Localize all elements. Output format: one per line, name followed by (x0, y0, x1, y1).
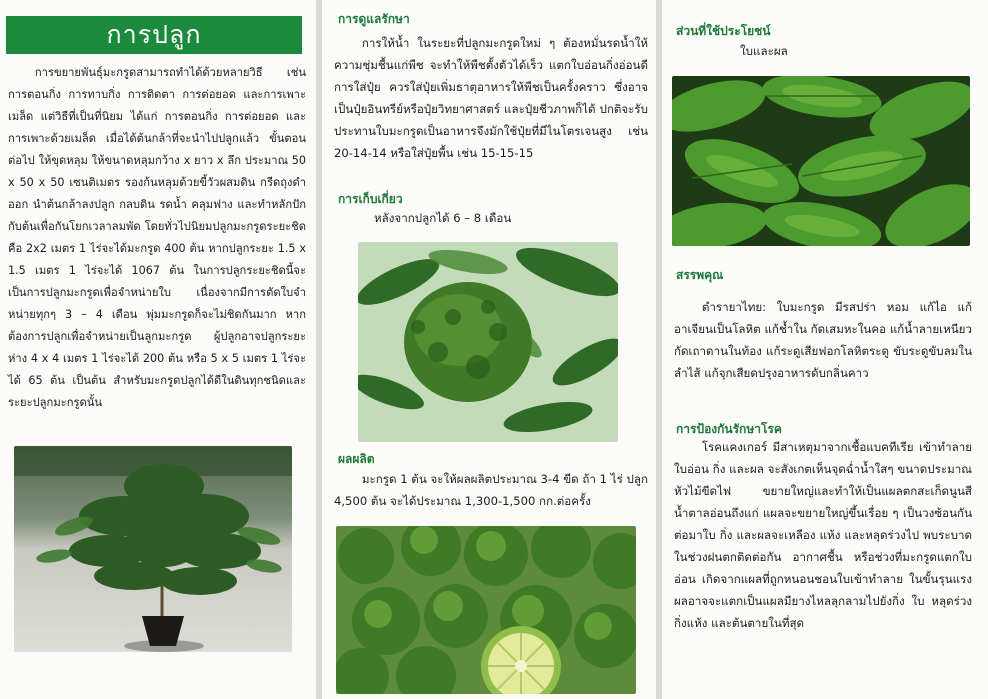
disease-text: โรคแคงเกอร์ มีสาเหตุมาจากเชื้อแบคทีเรีย เข้าทำลายใบอ่อน กิ่ง และผล จะสังเกตเห็นจุดฉ่ำน้ำใสๆ ขนาดประมาณหัวไม้ขีดไฟ ขยายใหญ่และทำให้เป็นแผลตกสะเก็ดนูนสีน้ำตาลอ่อนถึงแก่ แผลจะขยายใหญ่ขึ้นเรื่อย ๆ เป็นวงซ้อนกัน ต่อมาใบ กิ่ง และผลจะเหลือง แห้ง และหลุดร่วงไป พบระบาดในช่วงฝนตกติดต่อกัน อากาศชื้น หรือช่วงที่มะกรูดแตกใบอ่อน เกิดจากแผลที่ถูกหนอนชอนใบเข้าทำลาย ในขั้นรุนแรง ผลอาจจะแตกเป็นแผลมียางไหลลุกลามไปยังกิ่ง ใบ หลุดร่วง กิ่งแห้ง และต้นตายในที่สุด (674, 440, 972, 630)
useful-parts-heading: ส่วนที่ใช้ประโยชน์ (676, 24, 771, 38)
column-uses (662, 0, 988, 699)
kaffir-lime-fruits-photo (336, 526, 636, 694)
column-planting (0, 0, 316, 699)
useful-parts-text: ใบและผล (740, 44, 788, 58)
kaffir-lime-leaves-photo (672, 76, 970, 246)
properties-heading: สรรพคุณ (676, 268, 724, 282)
disease-heading: การป้องกันรักษาโรค (676, 422, 782, 436)
care-paragraph: การให้น้ำ ในระยะที่ปลูกมะกรูดใหม่ ๆ ต้องหมั่นรดน้ำให้ความชุ่มชื้นแก่พืช จะทำให้พืชตั้งตัวได้เร็ว แตกใบอ่อนกิ่งอ่อนดีการใส่ปุ๋ย ควรใส่ปุ๋ยเพิ่มธาตุอาหารให้พืชเป็นครั้งคราว ซึ่งอาจเป็นปุ๋ยอินทรีย์หรือปุ๋ยวิทยาศาสตร์ และปุ๋ยชีวภาพก็ได้ ปกติจะรับประทานใบมะกรูดเป็นอาหารจึงมักใช้ปุ๋ยที่มีไนโตรเจนสูง เช่น 20-14-14 หรือใส่ปุ๋ยพื้น เช่น 15-15-15 (334, 36, 648, 160)
page-title: การปลูก (6, 16, 302, 54)
yield-text: มะกรูด 1 ต้น จะให้ผลผลิตประมาณ 3-4 ขีด ถ้า 1 ไร่ ปลูก 4,500 ต้น จะได้ประมาณ 1,300-1,500 กก.ต่อครั้ง (334, 472, 648, 508)
properties-text: ตำรายาไทย: ใบมะกรูด มีรสปร่า หอม แก้ไอ แก้อาเจียนเป็นโลหิต แก้ช้ำใน กัดเสมหะในคอ แก้น้ำลายเหนียว กัดเถาดานในท้อง แก้ระดูเสียฟอกโลหิตระดู ขับระดูขับลมในลำไส้ แก้จุกเสียดปรุงอาหารดับกลิ่นคาว (674, 300, 972, 380)
harvest-heading: การเก็บเกี่ยว (338, 192, 403, 206)
planting-paragraph: การขยายพันธุ์มะกรูดสามารถทำได้ด้วยหลายวิธี เช่น การตอนกิ่ง การทาบกิ่ง การติดตา การต่อยอด และการเพาะเมล็ด แต่วิธีที่เป็นที่นิยม ได้แก่ การตอนกิ่ง การต่อยอด และการเพาะด้วยเมล็ด เมื่อได้ต้นกล้าที่จะนำไปปลูกแล้ว ขั้นตอนต่อไป ให้ขุดหลุม ให้ขนาดหลุมกว้าง x ยาว x ลึก ประมาณ 50 x 50 x 50 เซนติเมตร รองก้นหลุมด้วยขี้วัวผสมดิน กรีดถุงดำออก นำต้นกล้าลงปลูก กลบดิน รดน้ำ คลุมฟาง และทำหลักปักกับต้นเพื่อกันโยกเวลาลมพัด โดยทั่วไปนิยมปลูกมะกรูดระยะชิด คือ 2x2 เมตร 1 ไร่จะได้มะกรูด 400 ต้น หากปลูกระยะ 1.5 x 1.5 เมตร 1 ไร่จะได้ 1067 ต้น ในการปลูกระยะชิดนี้จะเป็นการปลูกมะกรูดเพื่อจำหน่ายใบ เนื่องจากมีการตัดใบจำหน่ายทุกๆ 3 – 4 เดือน พุ่มมะกรูดก็จะไม่ชิดกันมาก หากต้องการปลูกเพื่อจำหน่ายเป็นลูกมะกรูด ผู้ปลูกอาจปลูกระยะห่าง 4 x 4 เมตร 1 ไร่จะได้ 200 ต้น หรือ 5 x 5 เมตร 1 ไร่จะได้ 65 ต้น เป็นต้น สำหรับมะกรูดปลูกได้ดีในดินทุกชนิดและระยะปลูกมะกรูดนั้น (8, 66, 306, 409)
care-heading: การดูแลรักษา (338, 12, 410, 26)
harvest-text: หลังจากปลูกได้ 6 – 8 เดือน (374, 211, 512, 225)
potted-kaffir-lime-photo (14, 446, 292, 652)
kaffir-lime-fruit-on-tree-photo (358, 242, 618, 442)
yield-heading: ผลผลิต (338, 452, 375, 466)
column-care (322, 0, 656, 699)
